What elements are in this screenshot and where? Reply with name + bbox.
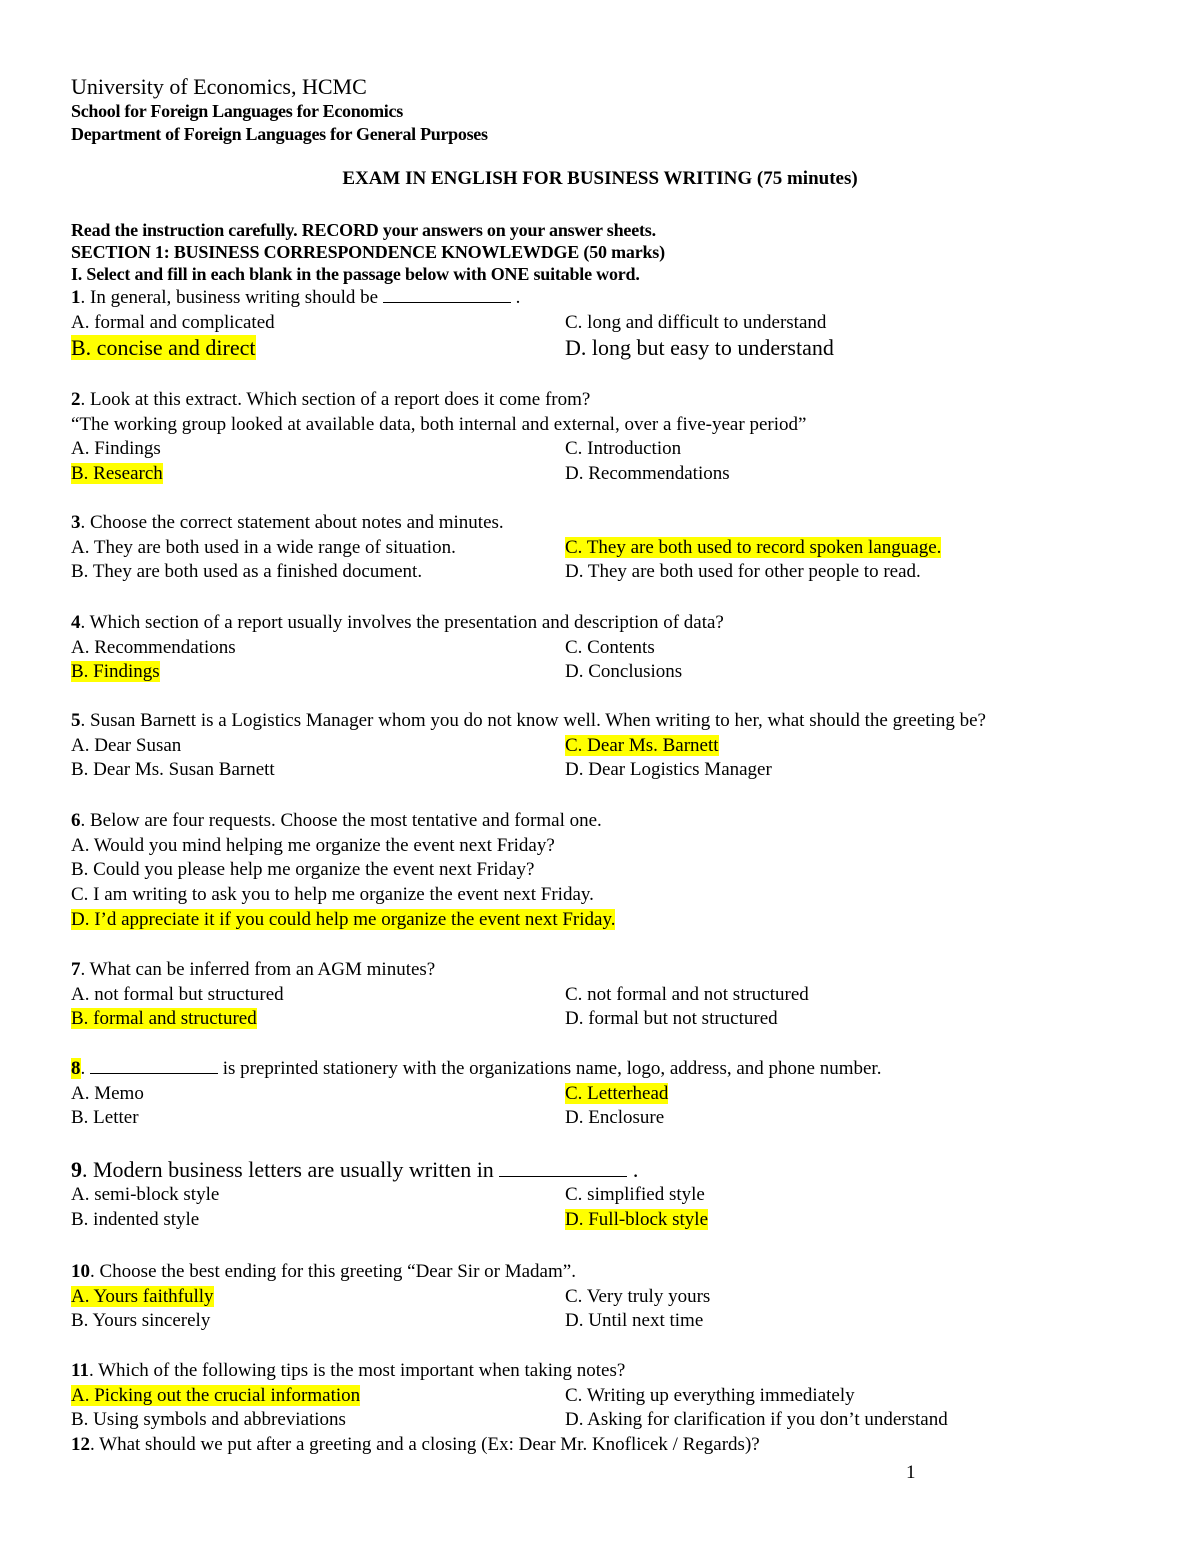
question-number: 7 [71,959,81,980]
question-text: . What can be inferred from an AGM minutes? [80,959,436,980]
option-a[interactable]: A. not formal but structured [71,983,284,1005]
option-c[interactable]: C. simplified style [565,1184,705,1205]
question-text: . In general, business writing should be [80,287,379,308]
question-number: 3 [71,512,81,533]
document-header [71,74,488,146]
option-c[interactable]: C. not formal and not structured [565,983,809,1005]
section-heading: SECTION 1: BUSINESS CORRESPONDENCE KNOWLEWDGE (50 marks) [71,242,665,262]
option-c[interactable]: C. I am writing to ask you to help me organize the event next Friday. [71,884,594,906]
answer-blank [499,1162,627,1177]
option-b-highlighted[interactable]: B. concise and direct [71,335,256,361]
option-b[interactable]: B. Yours sincerely [71,1310,211,1332]
question-7 [71,958,809,1032]
option-c-highlighted[interactable]: C. Letterhead [565,1082,669,1104]
question-2 [71,388,806,487]
question-number: 2 [71,389,81,410]
option-a[interactable]: A. Dear Susan [71,734,182,756]
option-b[interactable]: B. Dear Ms. Susan Barnett [71,759,275,781]
question-9 [71,1157,708,1232]
question-text: . Which of the following tips is the most important when taking notes? [88,1360,626,1381]
question-number: 4 [71,612,81,633]
option-d[interactable]: D. Recommendations [565,463,730,485]
question-number: 9 [71,1157,82,1182]
department-name: Department of Foreign Languages for General Purposes [71,124,488,144]
option-b[interactable]: B. indented style [71,1208,200,1230]
option-c-highlighted[interactable]: C. Dear Ms. Barnett [565,734,719,756]
option-b[interactable]: B. Using symbols and abbreviations [71,1409,346,1431]
option-a[interactable]: A. Memo [71,1082,144,1104]
school-name: School for Foreign Languages for Economics [71,101,403,121]
task-heading: I. Select and fill in each blank in the passage below with ONE suitable word. [71,264,640,284]
option-a[interactable]: A. Recommendations [71,636,236,658]
question-number: 12 [71,1434,90,1456]
question-text: is preprinted stationery with the organizations name, logo, address, and phone number. [218,1058,882,1079]
instruction-read: Read the instruction carefully. RECORD your answers on your answer sheets. [71,220,656,240]
option-b[interactable]: B. They are both used as a finished document. [71,561,423,583]
option-b-highlighted[interactable]: B. Findings [71,661,160,683]
option-a[interactable]: A. Findings [71,438,161,460]
question-text: . Choose the correct statement about notes and minutes. [80,512,504,533]
option-c[interactable]: C. Contents [565,636,655,658]
option-d[interactable]: D. They are both used for other people to read. [565,561,921,583]
question-text: . Choose the best ending for this greeting “Dear Sir or Madam”. [90,1261,576,1282]
question-quote: “The working group looked at available data, both internal and external, over a five-year period” [71,413,807,435]
option-b[interactable]: B. Letter [71,1107,139,1129]
option-c-highlighted[interactable]: C. They are both used to record spoken language. [565,536,942,558]
option-d[interactable]: D. long but easy to understand [565,335,834,361]
option-d[interactable]: D. Asking for clarification if you don’t understand [565,1409,948,1431]
option-d[interactable]: D. Conclusions [565,661,683,683]
question-8: 8. is preprinted stationery with the organizations name, logo, address, and phone number. A. Memo C. Letterhead B. Letter D. Enclosure [71,1057,881,1131]
question-text: . Look at this extract. Which section of a report does it come from? [80,389,591,410]
question-number: 11 [71,1360,89,1381]
question-4 [71,611,724,685]
option-b-highlighted[interactable]: B. formal and structured [71,1008,257,1030]
question-number: 10 [71,1261,90,1282]
question-11 [71,1359,948,1458]
exam-title: EXAM IN ENGLISH FOR BUSINESS WRITING (75 minutes) [342,168,858,189]
option-a[interactable]: A. semi-block style [71,1184,220,1205]
answer-blank [90,1059,218,1074]
question-text: . Susan Barnett is a Logistics Manager whom you do not know well. When writing to her, what should the greeting be? [80,710,986,731]
question-text: . Below are four requests. Choose the most tentative and formal one. [80,810,602,831]
option-a[interactable]: A. Would you mind helping me organize the event next Friday? [71,834,555,856]
question-12 [71,1433,948,1458]
option-d[interactable]: D. Dear Logistics Manager [565,759,772,781]
question-end: . [510,287,521,308]
option-c[interactable]: C. long and difficult to understand [565,311,827,333]
option-b[interactable]: B. Could you please help me organize the event next Friday? [71,859,535,881]
university-name: University of Economics, HCMC [71,74,367,99]
option-a[interactable]: A. formal and complicated [71,311,275,333]
instructions [71,219,665,285]
page-number: 1 [906,1462,916,1483]
question-end: . [627,1157,639,1182]
option-d[interactable]: D. formal but not structured [565,1008,778,1030]
question-text: . Which section of a report usually involves the presentation and description of data? [80,612,724,633]
question-number: 8 [71,1058,81,1079]
option-b-highlighted[interactable]: B. Research [71,463,163,485]
question-3 [71,511,941,585]
option-a[interactable]: A. They are both used in a wide range of situation. [71,536,456,558]
question-10 [71,1260,710,1334]
option-a-highlighted[interactable]: A. Yours faithfully [71,1285,214,1307]
question-text: . Modern business letters are usually written in [82,1157,494,1182]
question-number: 6 [71,810,81,831]
answer-blank [383,288,511,303]
option-d-highlighted[interactable]: D. Full-block style [565,1208,709,1230]
question-number: 5 [71,710,81,731]
question-1 [71,286,834,361]
question-text: . What should we put after a greeting and a closing (Ex: Dear Mr. Knoflicek / Regards)? [90,1434,760,1456]
option-c[interactable]: C. Writing up everything immediately [565,1384,855,1406]
question-number: 1 [71,287,81,308]
question-6 [71,809,615,933]
question-5 [71,709,986,783]
option-a-highlighted[interactable]: A. Picking out the crucial information [71,1384,361,1406]
option-c[interactable]: C. Introduction [565,438,682,460]
option-d-highlighted[interactable]: D. I’d appreciate it if you could help me organize the event next Friday. [71,908,616,930]
option-d[interactable]: D. Enclosure [565,1107,665,1129]
option-c[interactable]: C. Very truly yours [565,1285,711,1307]
option-d[interactable]: D. Until next time [565,1310,704,1332]
